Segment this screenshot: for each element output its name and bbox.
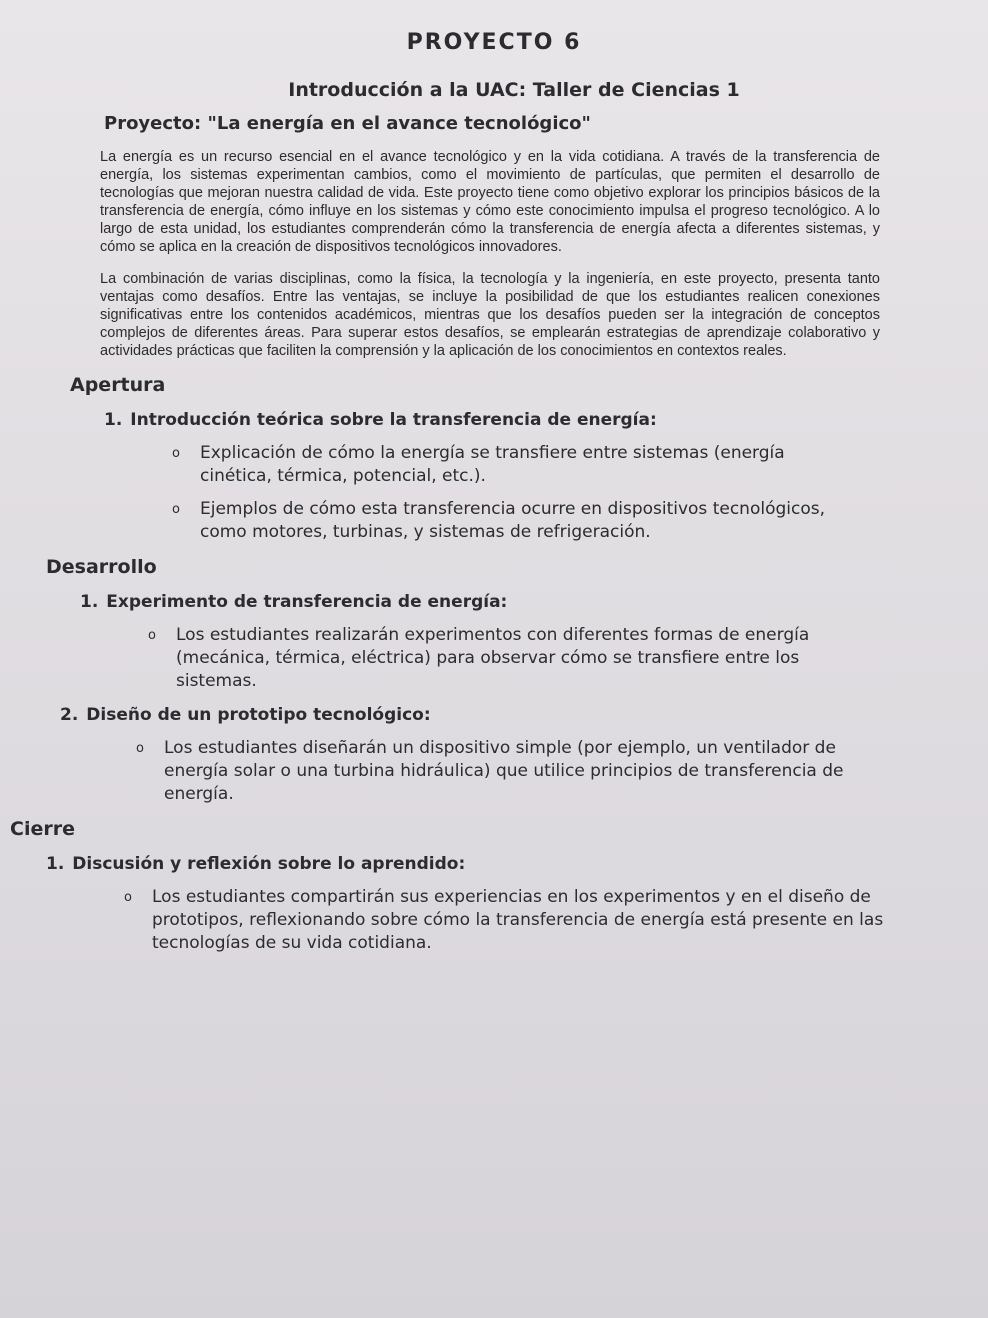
bullet-icon: o: [148, 628, 156, 643]
sub-item: [136, 737, 904, 806]
sub-item: [172, 442, 840, 488]
intro-paragraph-2: La combinación de varias disciplinas, como la física, la tecnología y la ingeniería, en este proyecto, presenta tanto ventajas como desafíos. Entre las ventajas, se incluye la posibilidad de que los estudiantes realicen conexiones significativas entre los contenidos académicos, mientras que los desafíos pueden ser la integración de conceptos complejos de diferentes áreas. Para superar estos desafíos, se emplearán estrategias de aprendizaje colaborativo y actividades prácticas que faciliten la comprensión y la aplicación de los conocimientos en contextos reales.: [100, 271, 880, 359]
sub-item-text: Ejemplos de cómo esta transferencia ocurre en dispositivos tecnológicos, como motores, turbinas, y sistemas de refrigeración.: [200, 499, 825, 542]
item-heading: [104, 410, 918, 430]
item-number: 1.: [46, 854, 65, 874]
sub-item-text: Los estudiantes compartirán sus experiencias en los experimentos y en el diseño de prototipos, reflexionando sobre cómo la transferencia de energía está presente en las tecnologías de su vida cotidiana.: [152, 887, 884, 953]
bullet-icon: o: [136, 741, 144, 756]
item-list: [70, 410, 918, 544]
sub-item-text: Los estudiantes realizarán experimentos con diferentes formas de energía (mecánica, térmica, eléctrica) para observar cómo se transfiere entre los sistemas.: [176, 625, 810, 691]
list-item: [46, 592, 918, 693]
list-item: [46, 705, 918, 806]
sub-item-text: Los estudiantes diseñarán un dispositivo simple (por ejemplo, un ventilador de energía solar o una turbina hidráulica) que utilice principios de transferencia de energía.: [164, 738, 844, 804]
item-number: 1.: [104, 410, 123, 430]
item-title: Diseño de un prototipo tecnológico:: [86, 705, 431, 725]
bullet-icon: o: [124, 890, 132, 905]
item-title: Introducción teórica sobre la transferencia de energía:: [130, 410, 657, 430]
section-heading: Desarrollo: [46, 556, 157, 578]
item-heading: [46, 854, 918, 874]
item-number: 2.: [60, 705, 79, 725]
bullet-icon: o: [172, 446, 180, 461]
list-item: [70, 410, 918, 544]
list-item: [10, 854, 918, 955]
item-heading: [80, 592, 918, 612]
sub-item-text: Explicación de cómo la energía se transfiere entre sistemas (energía cinética, térmica, potencial, etc.).: [200, 443, 785, 486]
item-title: Experimento de transferencia de energía:: [106, 592, 508, 612]
section-desarrollo: [46, 556, 918, 806]
section-apertura: [70, 374, 918, 544]
document-subtitle: Introducción a la UAC: Taller de Ciencias 1: [288, 79, 740, 101]
sub-list: [10, 886, 918, 955]
bullet-icon: o: [172, 502, 180, 517]
sub-item: [148, 624, 876, 693]
item-list: [46, 592, 918, 806]
sub-list: [46, 624, 918, 693]
item-heading: [60, 705, 918, 725]
item-list: [10, 854, 918, 955]
sub-item: [172, 498, 840, 544]
intro-paragraph-1: La energía es un recurso esencial en el avance tecnológico y en la vida cotidiana. A través de la transferencia de energía, los sistemas experimentan cambios, como el movimiento de partículas, que permiten el desarrollo de tecnologías que mejoran nuestra calidad de vida. Este proyecto tiene como objetivo explorar los principios básicos de la transferencia de energía, cómo influye en los sistemas y cómo este conocimiento impulsa el progreso tecnológico. A lo largo de esta unidad, los estudiantes comprenderán cómo la transferencia de energía afecta a diferentes sistemas, y cómo se aplica en la creación de dispositivos tecnológicos innovadores.: [100, 149, 880, 255]
item-title: Discusión y reflexión sobre lo aprendido:: [72, 854, 466, 874]
section-cierre: [10, 818, 918, 955]
sub-item: [124, 886, 912, 955]
section-heading: Apertura: [70, 374, 166, 396]
document-title: PROYECTO 6: [406, 30, 582, 55]
sub-list: [70, 442, 918, 544]
project-title: Proyecto: "La energía en el avance tecnológico": [104, 113, 591, 134]
section-heading: Cierre: [10, 818, 75, 840]
sub-list: [46, 737, 918, 806]
item-number: 1.: [80, 592, 99, 612]
